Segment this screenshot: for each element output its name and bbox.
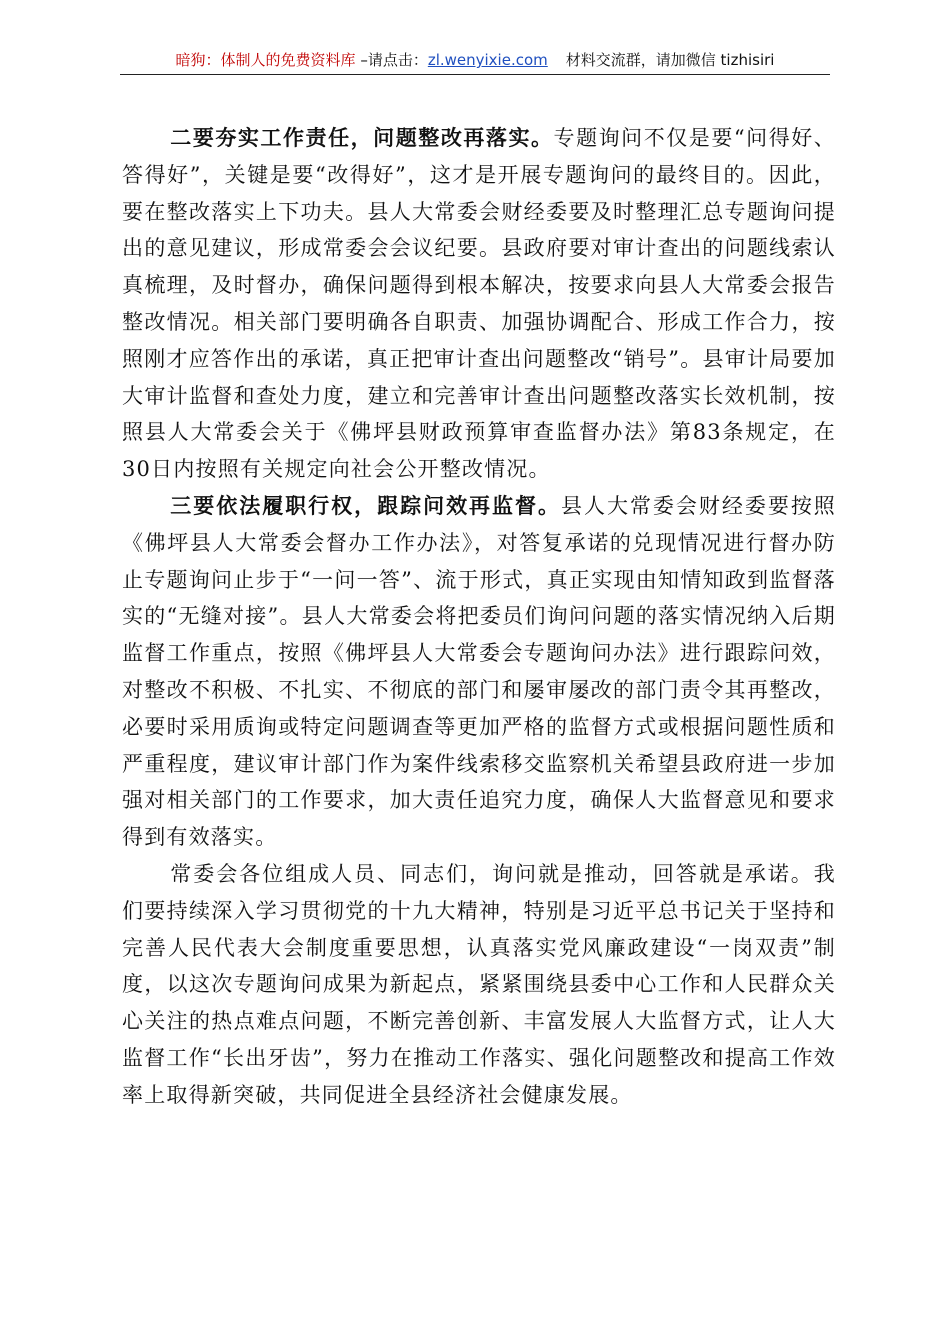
paragraph-2-lead: 二要夯实工作责任，问题整改再落实。 <box>170 125 554 150</box>
header-prompt: –请点击： <box>355 51 428 69</box>
header-contact: 材料交流群，请加微信 tizhisiri <box>565 51 775 69</box>
header-divider <box>120 74 830 75</box>
header-brand: 暗狗：体制人的免费资料库 <box>175 51 356 69</box>
paragraph-3-lead: 三要依法履职行权，跟踪问效再监督。 <box>170 492 561 518</box>
paragraph-2-text: 专题询问不仅是要“问得好、答得好”，关键是要“改得好”，这才是开展专题询问的最终目的。因此，要在整改落实上下功夫。县人大常委会财经委要及时整理汇总专题询问提出的意见建议，形成常委会会议纪要。县政府要对审计查出的问题线索认真梳理，及时督办，确保问题得到根本解决，按要求向县人大常委会报告整改情况。相关部门要明确各自职责、加强协调配合、形成工作合力，按照刚才应答作出的承诺，真正把审计查出问题整改“销号”。县审计局要加大审计监督和查处力度，建立和完善审计查出问题整改落实长效机制，按照县人大常委会关于《佛坪县财政预算审查监督办法》第83条规定，在30日内按照有关规定向社会公开整改情况。 <box>122 126 836 482</box>
paragraph-closing <box>122 856 836 1114</box>
paragraph-2 <box>122 120 836 488</box>
paragraph-3 <box>122 488 836 856</box>
document-body <box>122 120 836 1114</box>
paragraph-3-text: 县人大常委会财经委要按照《佛坪县人大常委会督办工作办法》，对答复承诺的兑现情况进行督办防止专题询问止步于“一问一答”、流于形式，真正实现由知情知政到监督落实的“无缝对接”。县人大常委会将把委员们询问问题的落实情况纳入后期监督工作重点，按照《佛坪县人大常委会专题询问办法》进行跟踪问效，对整改不积极、不扎实、不彻底的部门和屡审屡改的部门责令其再整改，必要时采用质询或特定问题调查等更加严格的监督方式或根据问题性质和严重程度，建议审计部门作为案件线索移交监察机关希望县政府进一步加强对相关部门的工作要求，加大责任追究力度，确保人大监督意见和要求得到有效落实。 <box>122 493 836 850</box>
paragraph-closing-text: 常委会各位组成人员、同志们，询问就是推动，回答就是承诺。我们要持续深入学习贯彻党的十九大精神，特别是习近平总书记关于坚持和完善人民代表大会制度重要思想，认真落实党风廉政建设“一岗双责”制度，以这次专题询问成果为新起点，紧紧围绕县委中心工作和人民群众关心关注的热点难点问题，不断完善创新、丰富发展人大监督方式，让人大监督工作“长出牙齿”，努力在推动工作落实、强化问题整改和提高工作效率上取得新突破，共同促进全县经济社会健康发展。 <box>122 861 836 1107</box>
page-header <box>120 46 830 74</box>
header-link[interactable]: zl.wenyixie.com <box>427 51 548 69</box>
